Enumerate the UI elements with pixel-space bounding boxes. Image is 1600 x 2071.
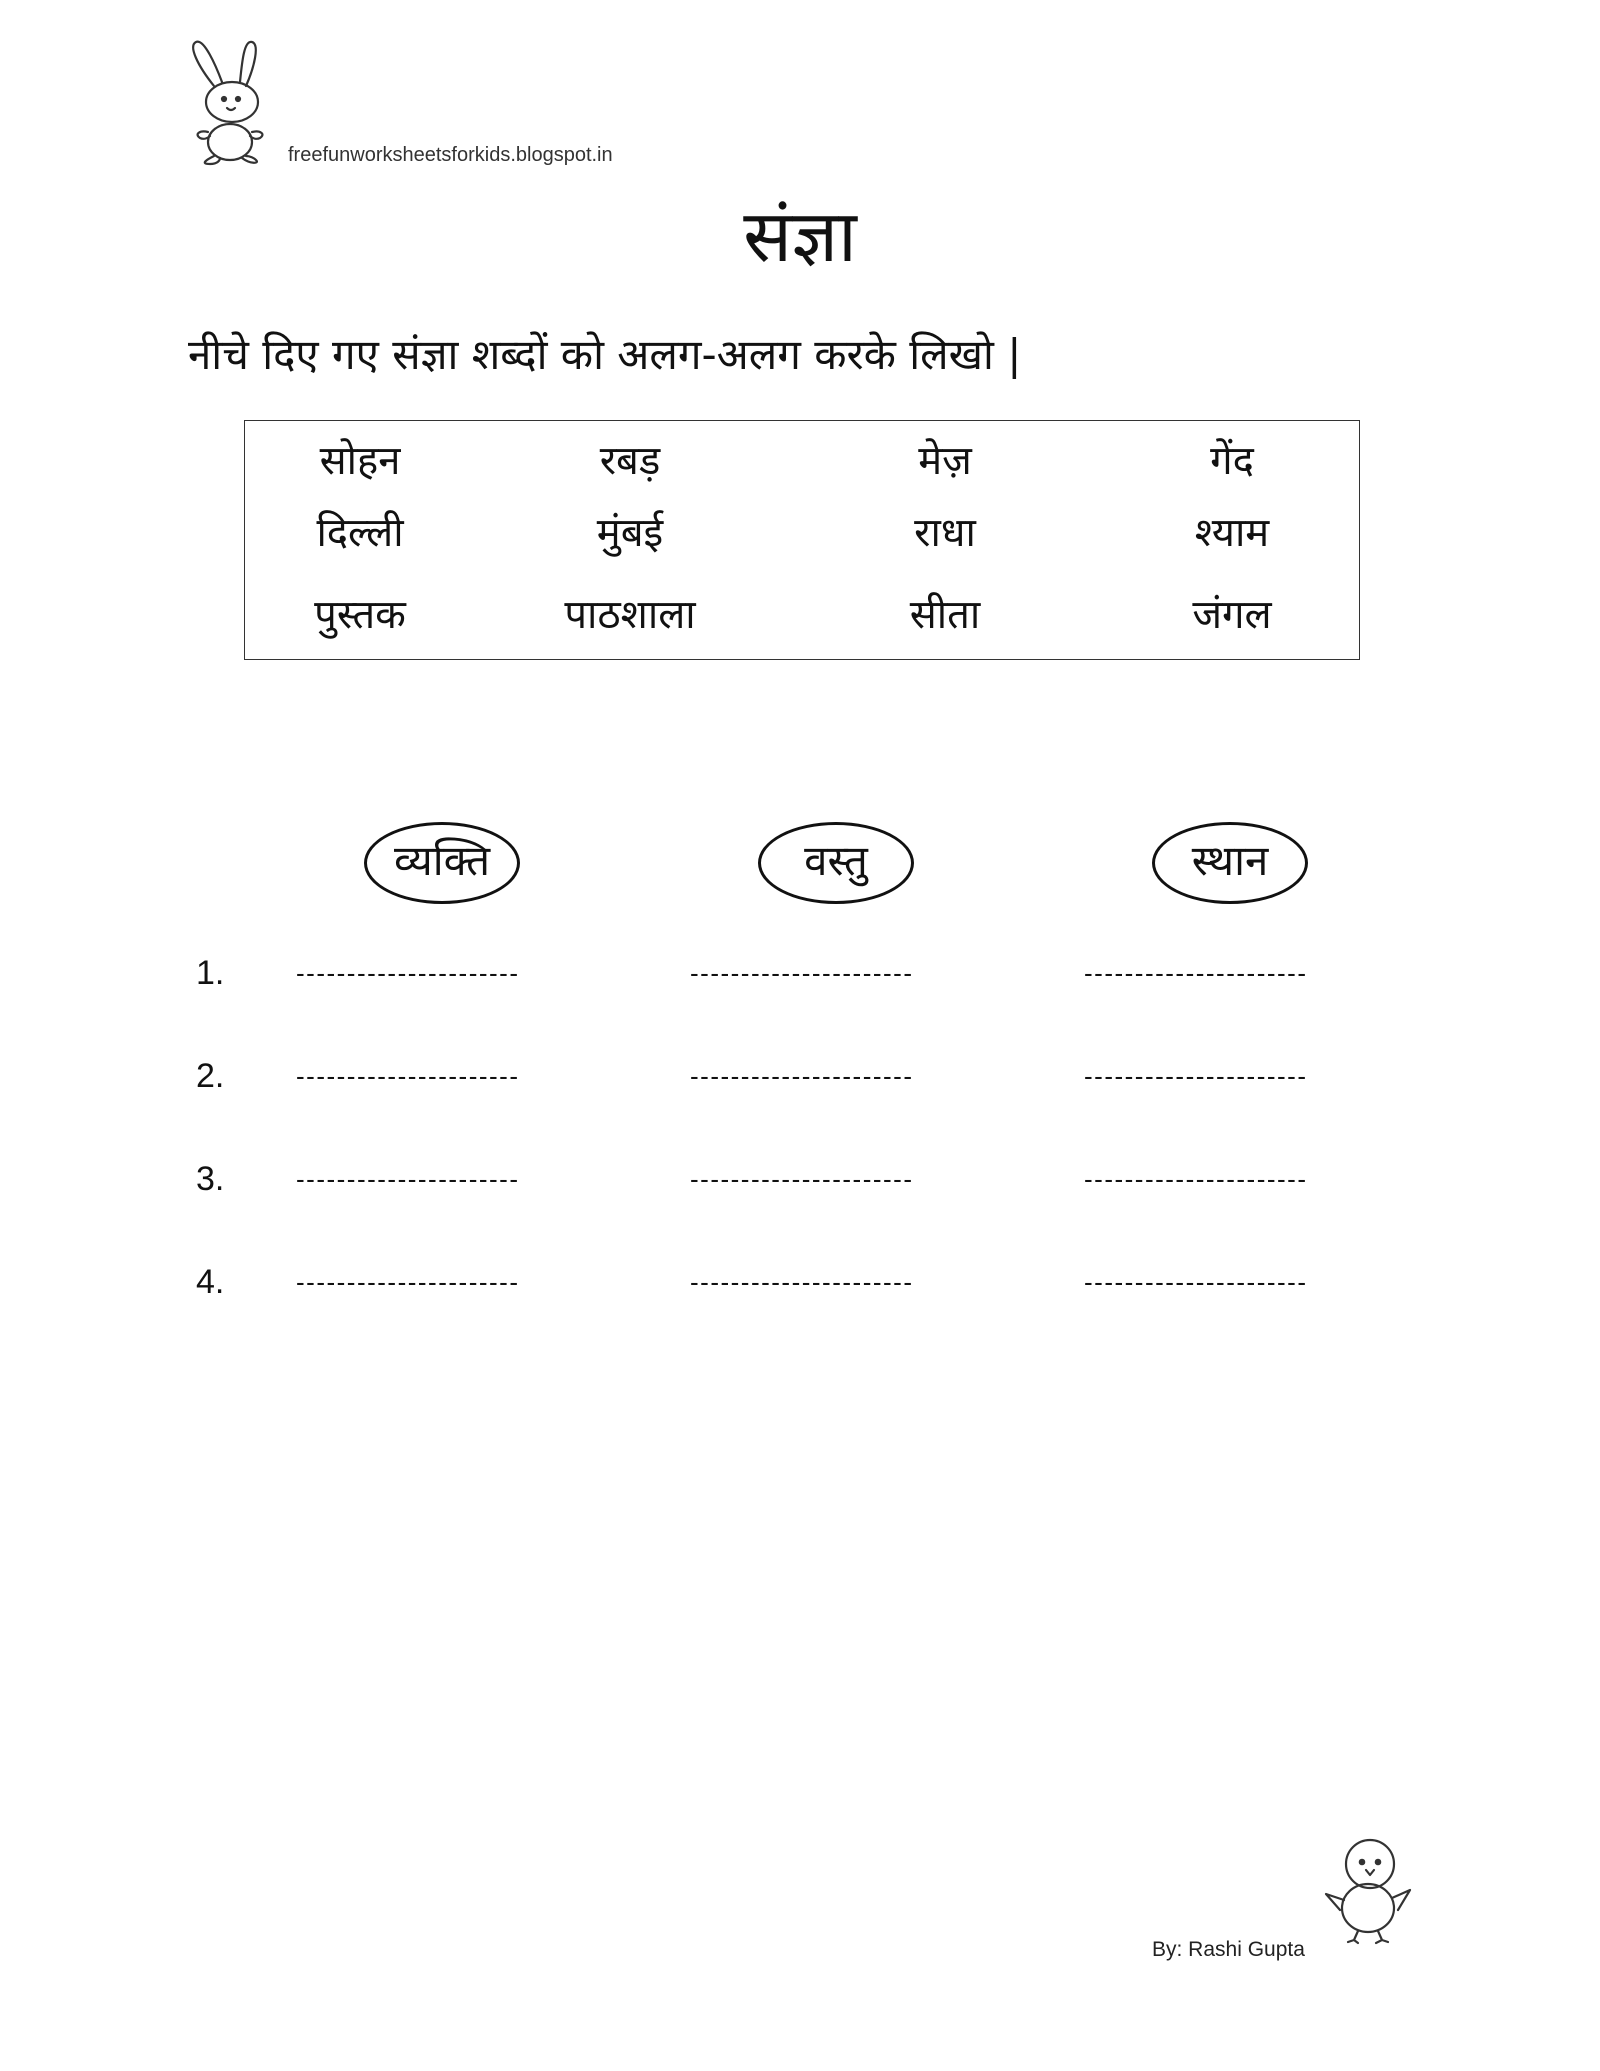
row-number: 3. (196, 1160, 225, 1198)
page-title: संज्ञा (743, 194, 857, 278)
word-item: मेज़ (918, 438, 972, 484)
word-item: पुस्तक (314, 592, 406, 638)
answer-blank[interactable]: ---------------------- (690, 1267, 914, 1297)
category-person (364, 822, 520, 904)
word-item: जंगल (1192, 592, 1272, 638)
category-label: वस्तु (804, 836, 868, 885)
word-item: मुंबई (596, 510, 664, 556)
answer-blank[interactable]: ---------------------- (690, 1164, 914, 1194)
word-item: पाठशाला (564, 592, 696, 638)
answer-blank[interactable]: ---------------------- (1084, 1164, 1308, 1194)
word-item: सीता (909, 592, 981, 638)
answer-blank[interactable]: ---------------------- (1084, 1061, 1308, 1091)
answer-blank[interactable]: ---------------------- (690, 1061, 914, 1091)
author-credit: By: Rashi Gupta (1152, 1938, 1305, 1961)
answer-blank[interactable]: ---------------------- (296, 1164, 520, 1194)
word-item: गेंद (1210, 438, 1254, 484)
word-box (244, 420, 1360, 660)
bunny-icon (180, 36, 290, 166)
word-item: राधा (914, 510, 976, 556)
answer-blank[interactable]: ---------------------- (1084, 958, 1308, 988)
answer-blank[interactable]: ---------------------- (296, 958, 520, 988)
category-label: स्थान (1191, 836, 1269, 885)
category-label: व्यक्ति (393, 836, 491, 885)
site-url: freefunworksheetsforkids.blogspot.in (288, 144, 613, 166)
word-item: दिल्ली (316, 510, 404, 556)
category-object (758, 822, 914, 904)
chick-icon (1318, 1836, 1428, 1946)
row-number: 2. (196, 1057, 225, 1095)
word-item: श्याम (1194, 510, 1270, 556)
answer-blank[interactable]: ---------------------- (296, 1061, 520, 1091)
answer-blank[interactable]: ---------------------- (1084, 1267, 1308, 1297)
answer-blank[interactable]: ---------------------- (296, 1267, 520, 1297)
word-item: रबड़ (599, 438, 661, 484)
row-number: 1. (196, 954, 225, 992)
word-grid (245, 421, 1361, 661)
answer-blank[interactable]: ---------------------- (690, 958, 914, 988)
word-item: सोहन (319, 438, 401, 484)
row-number: 4. (196, 1263, 225, 1301)
instruction-text: नीचे दिए गए संज्ञा शब्दों को अलग-अलग करके लिखो | (188, 330, 1022, 379)
category-place (1152, 822, 1308, 904)
